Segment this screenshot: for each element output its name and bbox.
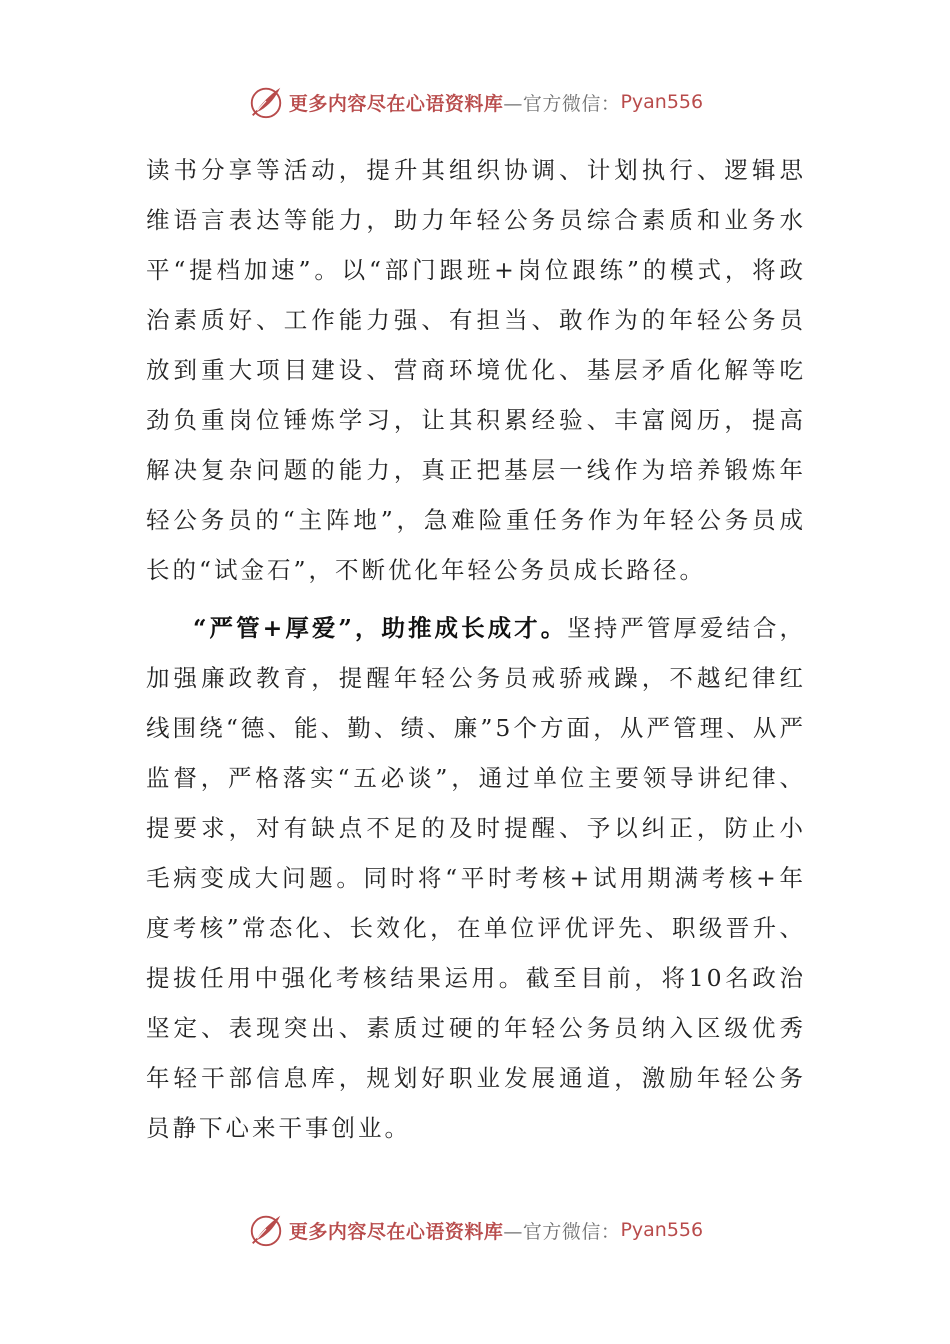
document-body: [146, 145, 806, 1153]
banner-wechat-id: Pyan556: [620, 1219, 704, 1241]
banner-wechat-id: Pyan556: [620, 91, 704, 113]
banner-title: 更多内容尽在心语资料库: [288, 1220, 504, 1243]
paragraph-2: [146, 603, 806, 1153]
paragraph-2-lead: “严管+厚爱”，助推成长成才。: [193, 614, 568, 642]
banner-wechat-label: —官方微信：: [503, 1220, 621, 1243]
paragraph-1: [146, 145, 806, 595]
banner-title: 更多内容尽在心语资料库: [288, 92, 504, 115]
quill-logo-icon: [247, 83, 285, 121]
paragraph-2-text: 坚持严管厚爱结合，加强廉政教育，提醒年轻公务员戒骄戒躁，不越纪律红线围绕“德、能、勤、绩、廉”5个方面，从严管理、从严监督，严格落实“五必谈”，通过单位主要领导讲纪律、提要求，对有缺点不足的及时提醒、予以纠正，防止小毛病变成大问题。同时将“平时考核+试用期满考核+年度考核”常态化、长效化，在单位评优评先、职级晋升、提拔任用中强化考核结果运用。截至目前，将10名政治坚定、表现突出、素质过硬的年轻公务员纳入区级优秀年轻干部信息库，规划好职业发展通道，激励年轻公务员静下心来干事创业。: [146, 614, 807, 1142]
quill-logo-icon: [247, 1211, 285, 1249]
banner-wechat-label: —官方微信：: [503, 92, 621, 115]
paragraph-1-text: 读书分享等活动，提升其组织协调、计划执行、逻辑思维语言表达等能力，助力年轻公务员综合素质和业务水平“提档加速”。以“部门跟班+岗位跟练”的模式，将政治素质好、工作能力强、有担当、敢作为的年轻公务员放到重大项目建设、营商环境优化、基层矛盾化解等吃劲负重岗位锤炼学习，让其积累经验、丰富阅历，提高解决复杂问题的能力，真正把基层一线作为培养锻炼年轻公务员的“主阵地”，急难险重任务作为年轻公务员成长的“试金石”，不断优化年轻公务员成长路径。: [146, 156, 806, 584]
header-banner: [0, 80, 950, 124]
footer-banner: [0, 1208, 950, 1252]
